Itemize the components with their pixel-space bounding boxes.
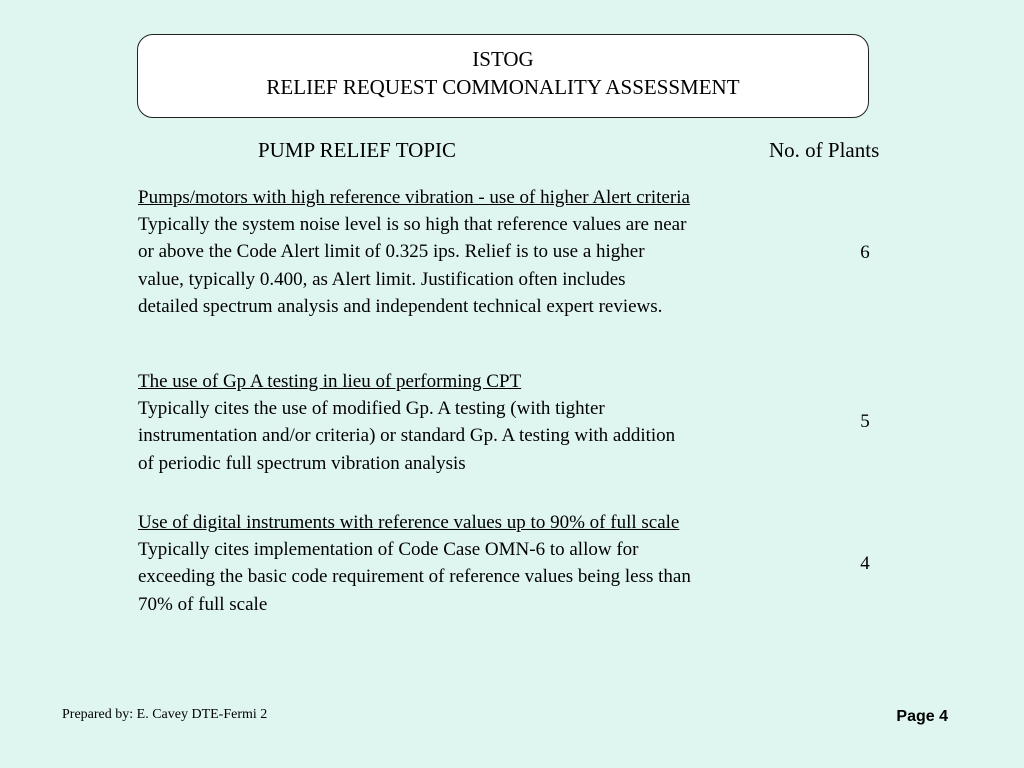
topic-item-1 xyxy=(138,184,818,320)
description-line: Typically cites the use of modified Gp. A testing (with tighter xyxy=(138,398,605,420)
topic-title: Pumps/motors with high reference vibration - use of higher Alert criteria xyxy=(138,187,690,208)
topic-description xyxy=(138,211,818,320)
topic-description xyxy=(138,395,818,477)
topic-title: The use of Gp A testing in lieu of performing CPT xyxy=(138,371,522,392)
description-line: Typically the system noise level is so high that reference values are near xyxy=(138,214,687,236)
title-line-2: RELIEF REQUEST COMMONALITY ASSESSMENT xyxy=(266,75,740,99)
description-line: Typically cites implementation of Code Case OMN-6 to allow for xyxy=(138,539,639,561)
title-box xyxy=(137,34,869,118)
description-line: of periodic full spectrum vibration analysis xyxy=(138,452,466,474)
prepared-by: Prepared by: E. Cavey DTE-Fermi 2 xyxy=(62,707,268,722)
description-line: or above the Code Alert limit of 0.325 ips. Relief is to use a higher xyxy=(138,241,645,263)
column-header-plants: No. of Plants xyxy=(769,138,880,162)
topic-description xyxy=(138,536,818,618)
topic-title: Use of digital instruments with reference values up to 90% of full scale xyxy=(138,512,680,533)
description-line: exceeding the basic code requirement of reference values being less than xyxy=(138,566,691,588)
title-line-1: ISTOG xyxy=(472,47,534,71)
description-line: 70% of full scale xyxy=(138,593,268,615)
page-number: Page 4 xyxy=(896,708,948,725)
plant-count-2: 5 xyxy=(860,411,870,432)
column-header-topic: PUMP RELIEF TOPIC xyxy=(258,138,456,162)
description-line: detailed spectrum analysis and independent technical expert reviews. xyxy=(138,295,663,317)
plant-count-1: 6 xyxy=(860,242,870,263)
description-line: instrumentation and/or criteria) or standard Gp. A testing with addition xyxy=(138,425,676,447)
topic-item-2 xyxy=(138,368,818,477)
description-line: value, typically 0.400, as Alert limit. Justification often includes xyxy=(138,268,626,290)
topic-item-3 xyxy=(138,509,818,618)
plant-count-3: 4 xyxy=(860,553,870,574)
